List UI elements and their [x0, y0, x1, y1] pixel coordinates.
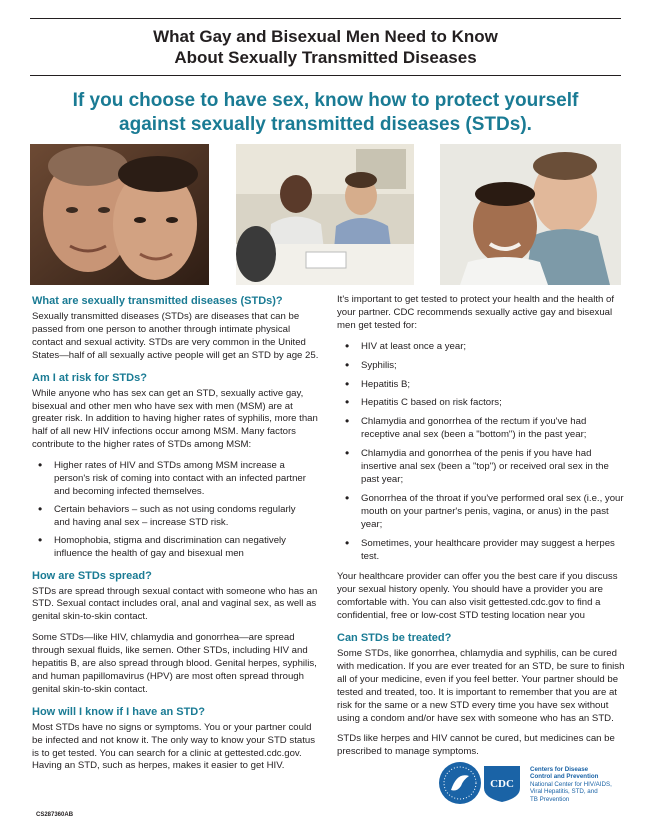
- heading-what-are-stds: What are sexually transmitted diseases (STDs)?: [32, 295, 283, 307]
- cdc-organization-text: [530, 766, 630, 803]
- document-code: CS287360AB: [36, 812, 74, 818]
- heading-am-i-at-risk: Am I at risk for STDs?: [32, 371, 147, 384]
- list-item: • Gonorrhea of the throat if you've performed oral sex (i.e., your mouth on your partner's penis, vagina, or anus) in the past year;: [345, 493, 625, 532]
- paragraph-how-will-i-know: Most STDs have no signs or symptoms. You or your partner could be infected and not know it. The only way to know your STD status is to get tested. You can search for a clinic at gettested.cdc.gov. Having an STD, such as herpes, makes it easier to get HIV.: [32, 721, 315, 772]
- org-line-2: Control and Prevention: [530, 773, 599, 781]
- right-column: [337, 294, 625, 767]
- cdc-logo-icon: [482, 762, 522, 804]
- hhs-eagle-logo-icon: [439, 762, 481, 804]
- list-item: • Hepatitis C based on risk factors;: [345, 397, 625, 410]
- heading-how-will-i-know: How will I know if I have an STD?: [32, 705, 205, 718]
- page-title: [30, 26, 621, 68]
- paragraph-what-are-stds: Sexually transmitted diseases (STDs) are diseases that can be passed from one person to another through intimate physical contact and sexual activity. STDs are very common in the United States—half of all sexually active people will get an STD by age 25.: [32, 311, 319, 361]
- photo-two-men-smiling: [440, 144, 621, 285]
- list-item: • Sometimes, your healthcare provider may suggest a herpes test.: [345, 538, 625, 564]
- org-line-4: Viral Hepatitis, STD, and: [530, 788, 598, 796]
- list-item: • HIV at least once a year;: [345, 341, 625, 354]
- list-item: • Hepatitis B;: [345, 379, 625, 392]
- list-item: • Syphilis;: [345, 360, 625, 373]
- paragraph-am-i-at-risk: While anyone who has sex can get an STD, sexually active gay, bisexual and other men who have sex with men (MSM) are at greater risk. In addition to having higher rates of syphilis, more than half of all new HIV infections occur among MSM. Many factors contribute to the higher rates of STDs among MSM:: [32, 387, 318, 451]
- testing-recommendation-list: [345, 341, 625, 564]
- subtitle-line-1: If you choose to have sex, know how to protect yourself: [72, 90, 579, 111]
- title-line-2: About Sexually Transmitted Diseases: [174, 48, 477, 67]
- risk-factor-list: [38, 460, 308, 560]
- list-item: • Chlamydia and gonorrhea of the penis if you have had insertive anal sex (been a "top") or received oral sex in the past year;: [345, 448, 625, 487]
- svg-text:CDC: CDC: [490, 778, 514, 790]
- left-column: [32, 294, 322, 781]
- list-item: • Homophobia, stigma and discrimination can negatively influence the health of gay and bisexual men: [38, 535, 308, 561]
- heading-can-stds-be-treated: Can STDs be treated?: [337, 632, 452, 645]
- top-rule: [30, 18, 621, 19]
- subtitle-line-2: against sexually transmitted diseases (STDs).: [119, 114, 532, 135]
- photo-consultation: [236, 144, 414, 285]
- paragraph-treatment-1: Some STDs, like gonorrhea, chlamydia and syphilis, can be cured with medication. If you are ever treated for an STD, be sure to finish all of your medicine, even if you feel better. Your partner should be tested and treated, too. It is important to remember that you are at risk for the same or a new STD every time you have sex without using a condom and/or have sex with someone who has an STD.: [337, 648, 625, 724]
- list-item: • Chlamydia and gonorrhea of the rectum if you've had receptive anal sex (been a "bottom") in the past year;: [345, 416, 625, 442]
- paragraph-how-spread-1: STDs are spread through sexual contact with someone who has an STD. Sexual contact includes oral, anal and vaginal sex, as well as genital skin-to-skin contact.: [32, 585, 318, 623]
- org-line-1: Centers for Disease: [530, 766, 589, 773]
- paragraph-treatment-2: STDs like herpes and HIV cannot be cured, but medicines can be prescribed to manage symptoms.: [337, 733, 615, 758]
- org-line-5: TB Prevention: [530, 795, 570, 803]
- heading-how-spread: How are STDs spread?: [32, 569, 152, 582]
- title-line-1: What Gay and Bisexual Men Need to Know: [153, 27, 498, 46]
- photo-couple-closeup: [30, 144, 209, 285]
- page-subtitle: [30, 89, 621, 137]
- paragraph-healthcare-provider: Your healthcare provider can offer you the best care if you discuss your sexual history openly. You should have a provider you are comfortable with. You can also visit gettested.cdc.gov to find a confidential, free or low-cost STD testing location near you: [337, 571, 618, 622]
- list-item: • Certain behaviors – such as not using condoms regularly and having anal sex – increase STD risk.: [38, 504, 308, 530]
- paragraph-testing-intro: It's important to get tested to protect your health and the health of your partner. CDC recommends sexually active gay and bisexual men get tested for:: [337, 294, 615, 331]
- list-item: • Higher rates of HIV and STDs among MSM increase a person's risk of coming into contact with an infected partner and becoming infected themselves.: [38, 460, 308, 499]
- org-line-3: National Center for HIV/AIDS,: [530, 780, 612, 788]
- paragraph-how-spread-2: Some STDs—like HIV, chlamydia and gonorrhea—are spread through sexual fluids, like semen. Other STDs, including HIV and hepatitis B, are also spread through blood. Genital herpes, syphilis, and human papillomavirus (HPV) are most often spread through genital skin-to-skin contact.: [32, 632, 317, 695]
- title-bottom-rule: [30, 75, 621, 76]
